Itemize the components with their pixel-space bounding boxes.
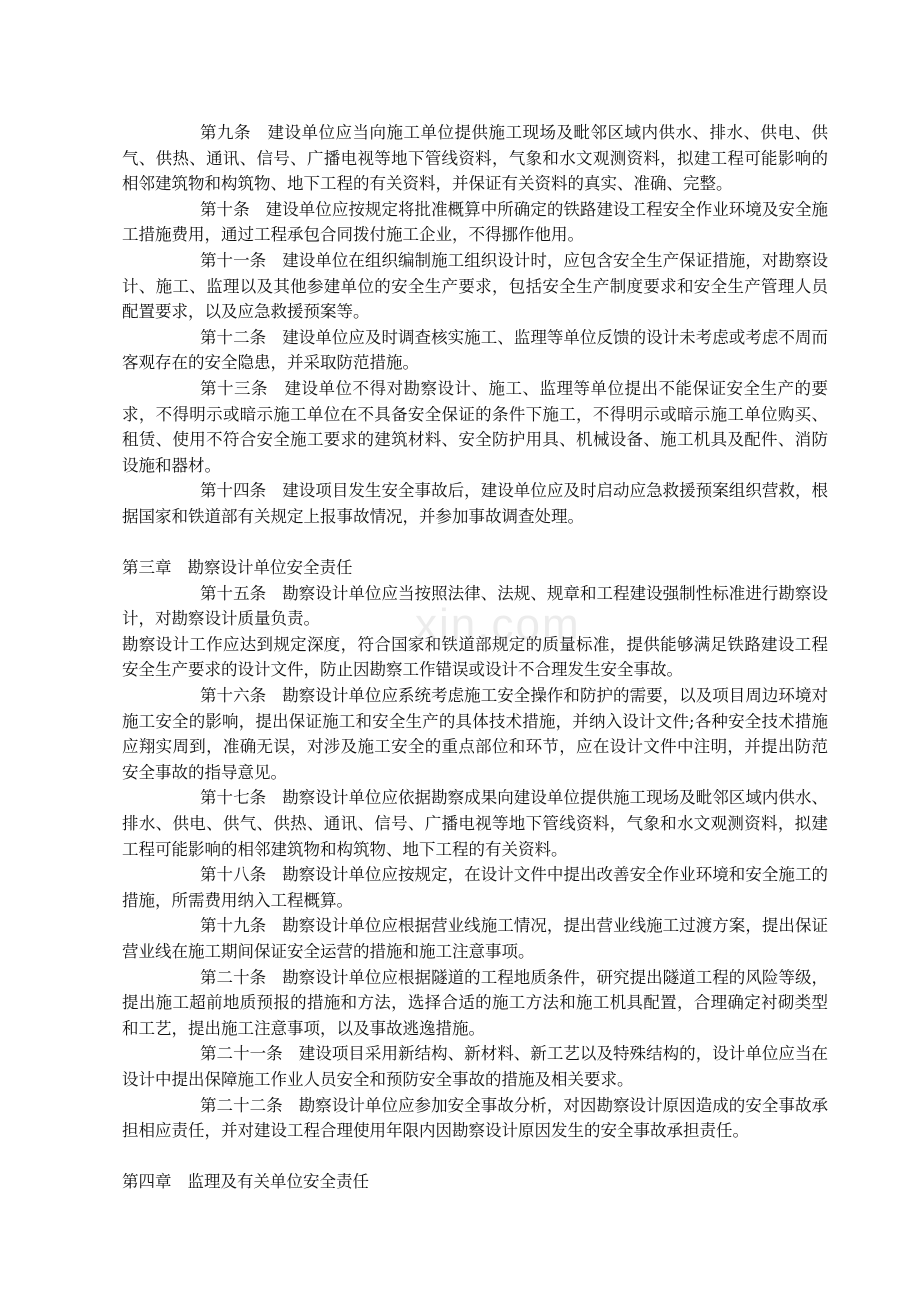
article-number: 第十五条 xyxy=(200,583,267,603)
article-text: 勘察设计单位应参加安全事故分析，对因勘察设计原因造成的安全事故承担相应责任，并对建设工程合理使用年限内因勘察设计原因发生的安全事故承担责任。 xyxy=(122,1095,829,1141)
document-page xyxy=(122,120,828,1195)
article-14 xyxy=(122,478,828,529)
chapter-heading-4 xyxy=(122,1169,828,1195)
article-number: 第二十一条 xyxy=(200,1044,283,1064)
article-text: 勘察设计单位应根据营业线施工情况，提出营业线施工过渡方案，提出保证营业线在施工期间保证安全运营的措施和施工注意事项。 xyxy=(122,916,829,961)
article-number: 第二十条 xyxy=(200,967,267,987)
article-text: 建设单位不得对勘察设计、施工、监理等单位提出不能保证安全生产的要求，不得明示或暗示施工单位在不具备安全保证的条件下施工，不得明示或暗示施工单位购买、租赁、使用不符合安全施工要求的建筑材料、安全防护用具、机械设备、施工机具及配件、消防设施和器材。 xyxy=(122,378,828,475)
chapter-number: 第四章 xyxy=(122,1172,172,1192)
article-number: 第九条 xyxy=(200,123,251,142)
article-11 xyxy=(122,248,828,325)
article-number: 第十四条 xyxy=(200,481,267,501)
article-21 xyxy=(122,1041,828,1092)
chapter-title: 监理及有关单位安全责任 xyxy=(187,1172,369,1192)
article-text: 勘察设计单位应当按照法律、法规、规章和工程建设强制性标准进行勘察设计，对勘察设计质量负责。 xyxy=(122,583,829,629)
chapter-heading-3 xyxy=(122,555,828,581)
article-text: 勘察设计单位应按规定，在设计文件中提出改善安全作业环境和安全施工的措施，所需费用纳入工程概算。 xyxy=(122,865,829,910)
article-16 xyxy=(122,683,828,785)
article-text: 建设项目发生安全事故后，建设单位应及时启动应急救援预案组织营救，根据国家和铁道部有关规定上报事故情况，并参加事故调查处理。 xyxy=(122,481,829,526)
article-number: 第十条 xyxy=(200,199,250,219)
chapter-title: 勘察设计单位安全责任 xyxy=(187,558,353,578)
article-text: 勘察设计单位应系统考虑施工安全操作和防护的需要，以及项目周边环境对施工安全的影响，提出保证施工和安全生产的具体技术措施，并纳入设计文件;各种安全技术措施应翔实周到，准确无误，对涉及施工安全的重点部位和环节，应在设计文件中注明，并提出防范安全事故的指导意见。 xyxy=(122,686,829,782)
article-20 xyxy=(122,965,828,1042)
article-text: 勘察设计单位应根据隧道的工程地质条件，研究提出隧道工程的风险等级，提出施工超前地质预报的措施和方法，选择合适的施工方法和施工机具配置，合理确定衬砌类型和工艺，提出施工注意事项，以及事故逃逸措施。 xyxy=(122,967,829,1038)
article-22 xyxy=(122,1093,828,1144)
article-13 xyxy=(122,376,828,478)
article-15 xyxy=(122,581,828,632)
article-18 xyxy=(122,862,828,913)
article-number: 第十九条 xyxy=(200,916,267,936)
article-19 xyxy=(122,913,828,964)
article-text: 建设单位应及时调查核实施工、监理等单位反馈的设计未考虑或考虑不周而客观存在的安全隐患，并采取防范措施。 xyxy=(122,327,829,373)
chapter-number: 第三章 xyxy=(122,558,172,578)
article-number: 第二十二条 xyxy=(200,1095,283,1115)
article-text: 建设单位在组织编制施工组织设计时，应包含安全生产保证措施，对勘察设计、施工、监理以及其他参建单位的安全生产要求，包括安全生产制度要求和安全生产管理人员配置要求，以及应急救援预案等。 xyxy=(122,250,829,322)
article-number: 第十六条 xyxy=(200,686,267,706)
article-number: 第十二条 xyxy=(200,327,267,347)
article-17 xyxy=(122,785,828,862)
article-number: 第十八条 xyxy=(200,865,267,885)
article-text: 建设项目采用新结构、新材料、新工艺以及特殊结构的，设计单位应当在设计中提出保障施工作业人员安全和预防安全事故的措施及相关要求。 xyxy=(122,1044,829,1089)
article-text: 建设单位应当向施工单位提供施工现场及毗邻区域内供水、排水、供电、供气、供热、通讯、信号、广播电视等地下管线资料，气象和水文观测资料，拟建工程可能影响的相邻建筑物和构筑物、地下工程的有关资料，并保证有关资料的真实、准确、完整。 xyxy=(122,123,828,194)
article-text: 建设单位应按规定将批准概算中所确定的铁路建设工程安全作业环境及安全施工措施费用，通过工程承包合同拨付施工企业，不得挪作他用。 xyxy=(122,199,829,245)
article-10 xyxy=(122,197,828,248)
article-number: 第十七条 xyxy=(200,788,267,808)
watermark: xin.com xyxy=(415,600,581,649)
article-9 xyxy=(122,120,828,197)
article-text: 勘察设计单位应依据勘察成果向建设单位提供施工现场及毗邻区域内供水、排水、供电、供气、供热、通讯、信号、广播电视等地下管线资料，气象和水文观测资料，拟建工程可能影响的相邻建筑物和构筑物、地下工程的有关资料。 xyxy=(122,788,829,859)
article-number: 第十三条 xyxy=(200,378,268,398)
article-number: 第十一条 xyxy=(200,250,267,270)
article-12 xyxy=(122,325,828,376)
article-15-continued: 勘察设计工作应达到规定深度，符合国家和铁道部规定的质量标准，提供能够满足铁路建设工程安全生产要求的设计文件，防止因勘察工作错误或设计不合理发生安全事故。 xyxy=(122,634,828,680)
